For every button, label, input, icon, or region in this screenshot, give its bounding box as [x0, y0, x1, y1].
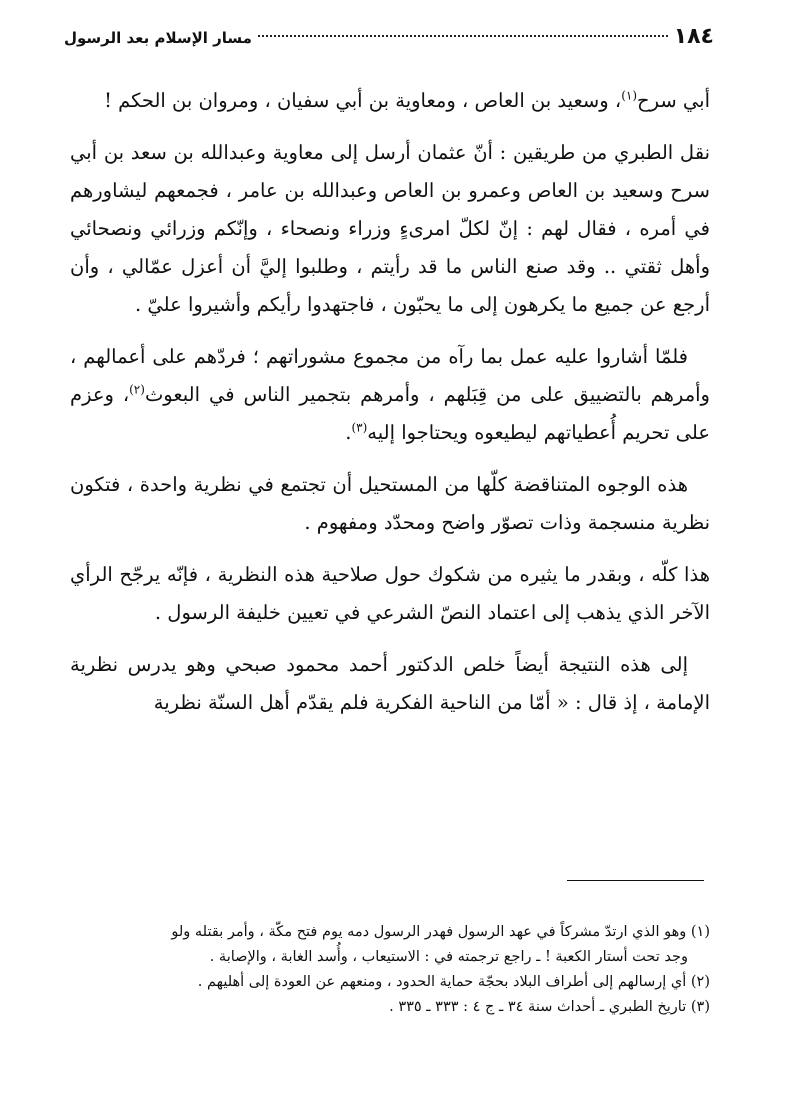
footnote-1	[74, 920, 710, 970]
footnote-separator	[567, 880, 704, 881]
main-text	[70, 82, 710, 736]
footnote-text-cont: وجد تحت أستار الكعبة ! ـ راجع ترجمته في : الاستيعاب ، وأُسد الغابة ، والإصابة .	[209, 949, 688, 965]
paragraph-5: هذا كلّه ، وبقدر ما يثيره من شكوك حول صلاحية هذه النظرية ، فإنّه يرجّح الرأي الآخر الذي يذهب إلى اعتماد النصّ الشرعي في تعيين خليفة الرسول .	[70, 563, 710, 624]
footnote-marker: (١)	[690, 924, 710, 940]
p1-text-end: ، وسعيد بن العاص ، ومعاوية بن أبي سفيان ، ومروان بن الحكم !	[104, 89, 622, 112]
footnote-2	[74, 970, 710, 995]
paragraph-2: نقل الطبري من طريقين : أنّ عثمان أرسل إلى معاوية وعبدالله بن سعد بن أبي سرح وسعيد بن العاص وعمرو بن العاص وعبدالله بن عامر ، فجمعهم ليشاورهم في أمره ، فقال لهم : إنّ لكلّ امرىءٍ وزراء ونصحاء ، وإنّكم وزرائي ونصحائي وأهل ثقتي .. وقد صنع الناس ما قد رأيتم ، وطلبوا إليَّ أن أعزل عمّالي ، وأن أرجع عن جميع ما يكرهون إلى ما يحبّون ، فاجتهدوا رأيكم وأشيروا عليّ .	[70, 141, 710, 316]
footnote-ref-2[interactable]: (٢)	[129, 382, 145, 397]
p3-text-3: .	[345, 421, 352, 444]
running-title: مسار الإسلام بعد الرسول	[64, 29, 252, 47]
paragraph-1	[70, 82, 710, 120]
footnotes	[74, 920, 710, 1020]
footnote-ref-3[interactable]: (٣)	[351, 420, 368, 435]
header-dotted-leader	[258, 35, 668, 37]
footnote-text: وهو الذي ارتدّ مشركاً في عهد الرسول فهدر الرسول دمه يوم فتح مكّة ، وأمر بقتله ولو	[171, 924, 687, 940]
p3-text-1: فلمّا أشاروا عليه عمل بما رآه من مجموع مشوراتهم ؛ فردّهم على أعمالهم ، وأمرهم بالتضييق على من قِبَلهم ، وأمرهم بتجمير الناس في البعوث	[70, 345, 710, 406]
footnote-text: تاريخ الطبري ـ أحداث سنة ٣٤ ـ ج ٤ : ٣٣٣ ـ ٣٣٥ .	[389, 999, 687, 1015]
footnote-text: أي إرسالهم إلى أطراف البلاد بحجّة حماية الحدود ، ومنعهم عن العودة إلى أهليهم .	[197, 974, 687, 990]
paragraph-6: إلى هذه النتيجة أيضاً خلص الدكتور أحمد محمود صبحي وهو يدرس نظرية الإمامة ، إذ قال : « أمّا من الناحية الفكرية فلم يقدّم أهل السنّة نظرية	[70, 653, 710, 714]
footnote-3	[74, 995, 710, 1020]
paragraph-4: هذه الوجوه المتناقضة كلّها من المستحيل أن تجتمع في نظرية واحدة ، فتكون نظرية منسجمة وذات تصوّر واضح ومحدّد ومفهوم .	[70, 473, 710, 534]
page-number: ١٨٤	[673, 24, 714, 49]
footnote-ref-1[interactable]: (١)	[621, 88, 638, 103]
footnote-marker: (٣)	[690, 999, 710, 1015]
p1-text-start: أبي سرح	[637, 89, 710, 112]
footnote-marker: (٢)	[690, 974, 710, 990]
p3-text-2: ، وعزم على تحريم أُعطياتهم ليطيعوه ويحتاجوا إليه	[70, 383, 710, 444]
page-header	[64, 24, 714, 60]
paragraph-3	[70, 338, 710, 452]
